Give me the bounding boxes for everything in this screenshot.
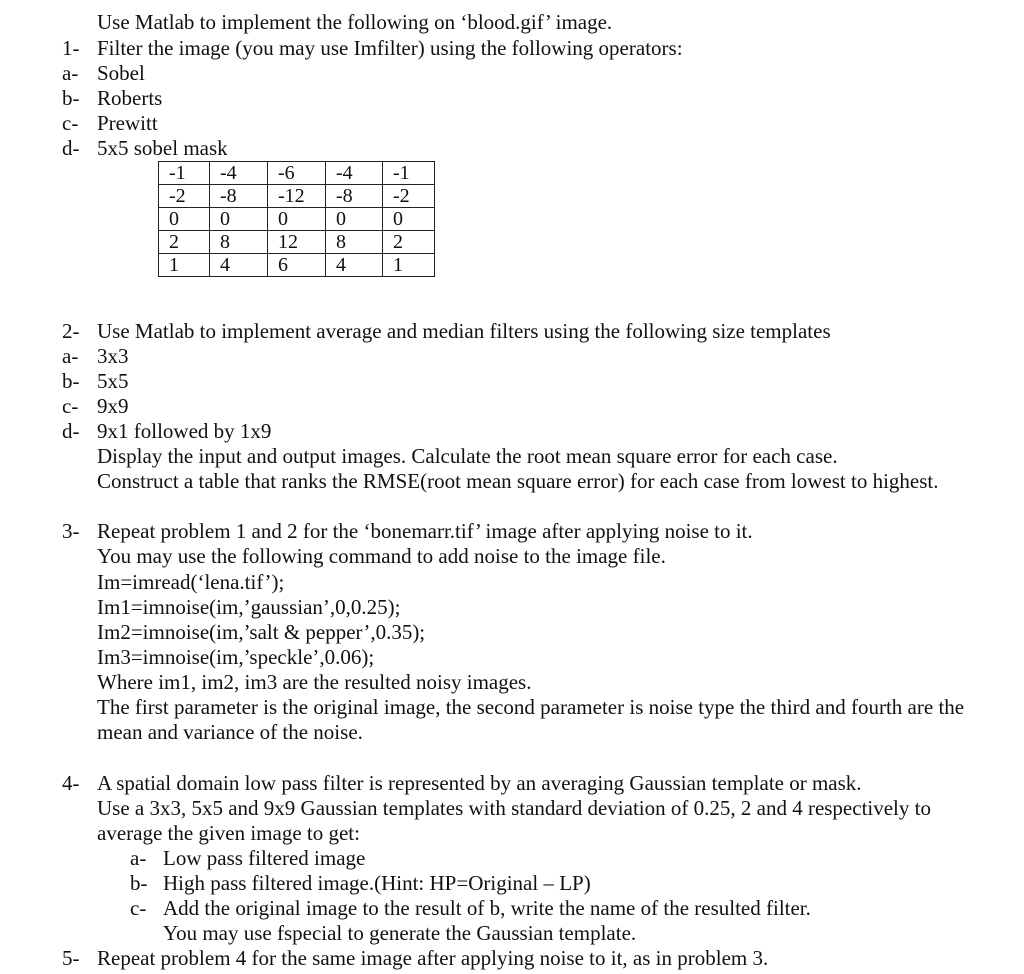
mask-cell: -6 xyxy=(268,162,326,185)
mask-cell: -12 xyxy=(268,185,326,208)
mask-cell: 0 xyxy=(326,208,383,231)
q1-item-d-marker: d- xyxy=(62,136,80,160)
mask-cell: -4 xyxy=(210,162,268,185)
mask-cell: -8 xyxy=(326,185,383,208)
question-2-number: 2- xyxy=(62,319,80,343)
q1-item-d: 5x5 sobel mask xyxy=(97,136,228,160)
q2-item-a: 3x3 xyxy=(97,344,129,368)
q3-code-line: Im1=imnoise(im,’gaussian’,0,0.25); xyxy=(97,595,401,619)
mask-row xyxy=(159,254,435,277)
mask-cell: 2 xyxy=(383,231,435,254)
q3-line: Repeat problem 1 and 2 for the ‘bonemarr.tif’ image after applying noise to it. xyxy=(97,519,753,543)
question-2-text: Use Matlab to implement average and median filters using the following size templates xyxy=(97,319,831,343)
q2-item-c: 9x9 xyxy=(97,394,129,418)
mask-cell: 0 xyxy=(383,208,435,231)
q4-line: A spatial domain low pass filter is represented by an averaging Gaussian template or mask. xyxy=(97,771,862,795)
q1-item-c-marker: c- xyxy=(62,111,79,135)
q3-code-line: Im2=imnoise(im,’salt & pepper’,0.35); xyxy=(97,620,426,644)
q4-item-c: Add the original image to the result of b, write the name of the resulted filter. xyxy=(163,896,811,920)
q1-item-a-marker: a- xyxy=(62,61,79,85)
q4-item-b-marker: b- xyxy=(130,871,148,895)
mask-cell: 4 xyxy=(326,254,383,277)
q4-line: average the given image to get: xyxy=(97,821,360,845)
q2-line-construct: Construct a table that ranks the RMSE(root mean square error) for each case from lowest to highest. xyxy=(97,469,939,493)
q1-item-a: Sobel xyxy=(97,61,145,85)
mask-row xyxy=(159,208,435,231)
mask-cell: 12 xyxy=(268,231,326,254)
mask-row xyxy=(159,162,435,185)
mask-cell: 0 xyxy=(268,208,326,231)
mask-row xyxy=(159,231,435,254)
mask-cell: 8 xyxy=(210,231,268,254)
sobel-5x5-mask-table xyxy=(158,161,435,277)
q2-item-b: 5x5 xyxy=(97,369,129,393)
question-4-number: 4- xyxy=(62,771,80,795)
mask-cell: -1 xyxy=(159,162,210,185)
mask-cell: 8 xyxy=(326,231,383,254)
q1-item-c: Prewitt xyxy=(97,111,158,135)
q2-item-b-marker: b- xyxy=(62,369,80,393)
q1-item-b-marker: b- xyxy=(62,86,80,110)
mask-cell: -4 xyxy=(326,162,383,185)
q4-line: Use a 3x3, 5x5 and 9x9 Gaussian templates with standard deviation of 0.25, 2 and 4 respectively to xyxy=(97,796,931,820)
question-3-number: 3- xyxy=(62,519,80,543)
q3-line: The first parameter is the original image, the second parameter is noise type the third and fourth are the xyxy=(97,695,965,719)
question-1-text: Filter the image (you may use Imfilter) using the following operators: xyxy=(97,36,683,60)
q3-line: mean and variance of the noise. xyxy=(97,720,363,744)
mask-cell: -1 xyxy=(383,162,435,185)
mask-cell: 0 xyxy=(159,208,210,231)
q2-item-a-marker: a- xyxy=(62,344,79,368)
mask-cell: 1 xyxy=(159,254,210,277)
mask-cell: 0 xyxy=(210,208,268,231)
question-5-number: 5- xyxy=(62,946,80,970)
mask-cell: 4 xyxy=(210,254,268,277)
question-5-text: Repeat problem 4 for the same image after applying noise to it, as in problem 3. xyxy=(97,946,769,970)
q4-item-b: High pass filtered image.(Hint: HP=Original – LP) xyxy=(163,871,591,895)
question-1-number: 1- xyxy=(62,36,80,60)
q4-note: You may use fspecial to generate the Gaussian template. xyxy=(163,921,637,945)
mask-cell: -2 xyxy=(159,185,210,208)
q4-item-c-marker: c- xyxy=(130,896,147,920)
q1-item-b: Roberts xyxy=(97,86,163,110)
q4-item-a-marker: a- xyxy=(130,846,147,870)
q2-item-c-marker: c- xyxy=(62,394,79,418)
q2-line-display: Display the input and output images. Calculate the root mean square error for each case. xyxy=(97,444,838,468)
mask-cell: 2 xyxy=(159,231,210,254)
intro-text: Use Matlab to implement the following on ‘blood.gif’ image. xyxy=(97,10,613,34)
q2-item-d-marker: d- xyxy=(62,419,80,443)
q3-line: You may use the following command to add noise to the image file. xyxy=(97,544,666,568)
q3-code-line: Im=imread(‘lena.tif’); xyxy=(97,570,285,594)
mask-cell: 1 xyxy=(383,254,435,277)
mask-cell: 6 xyxy=(268,254,326,277)
mask-row xyxy=(159,185,435,208)
mask-cell: -2 xyxy=(383,185,435,208)
q2-item-d: 9x1 followed by 1x9 xyxy=(97,419,272,443)
q3-code-line: Im3=imnoise(im,’speckle’,0.06); xyxy=(97,645,375,669)
mask-cell: -8 xyxy=(210,185,268,208)
q3-line: Where im1, im2, im3 are the resulted noisy images. xyxy=(97,670,532,694)
q4-item-a: Low pass filtered image xyxy=(163,846,366,870)
